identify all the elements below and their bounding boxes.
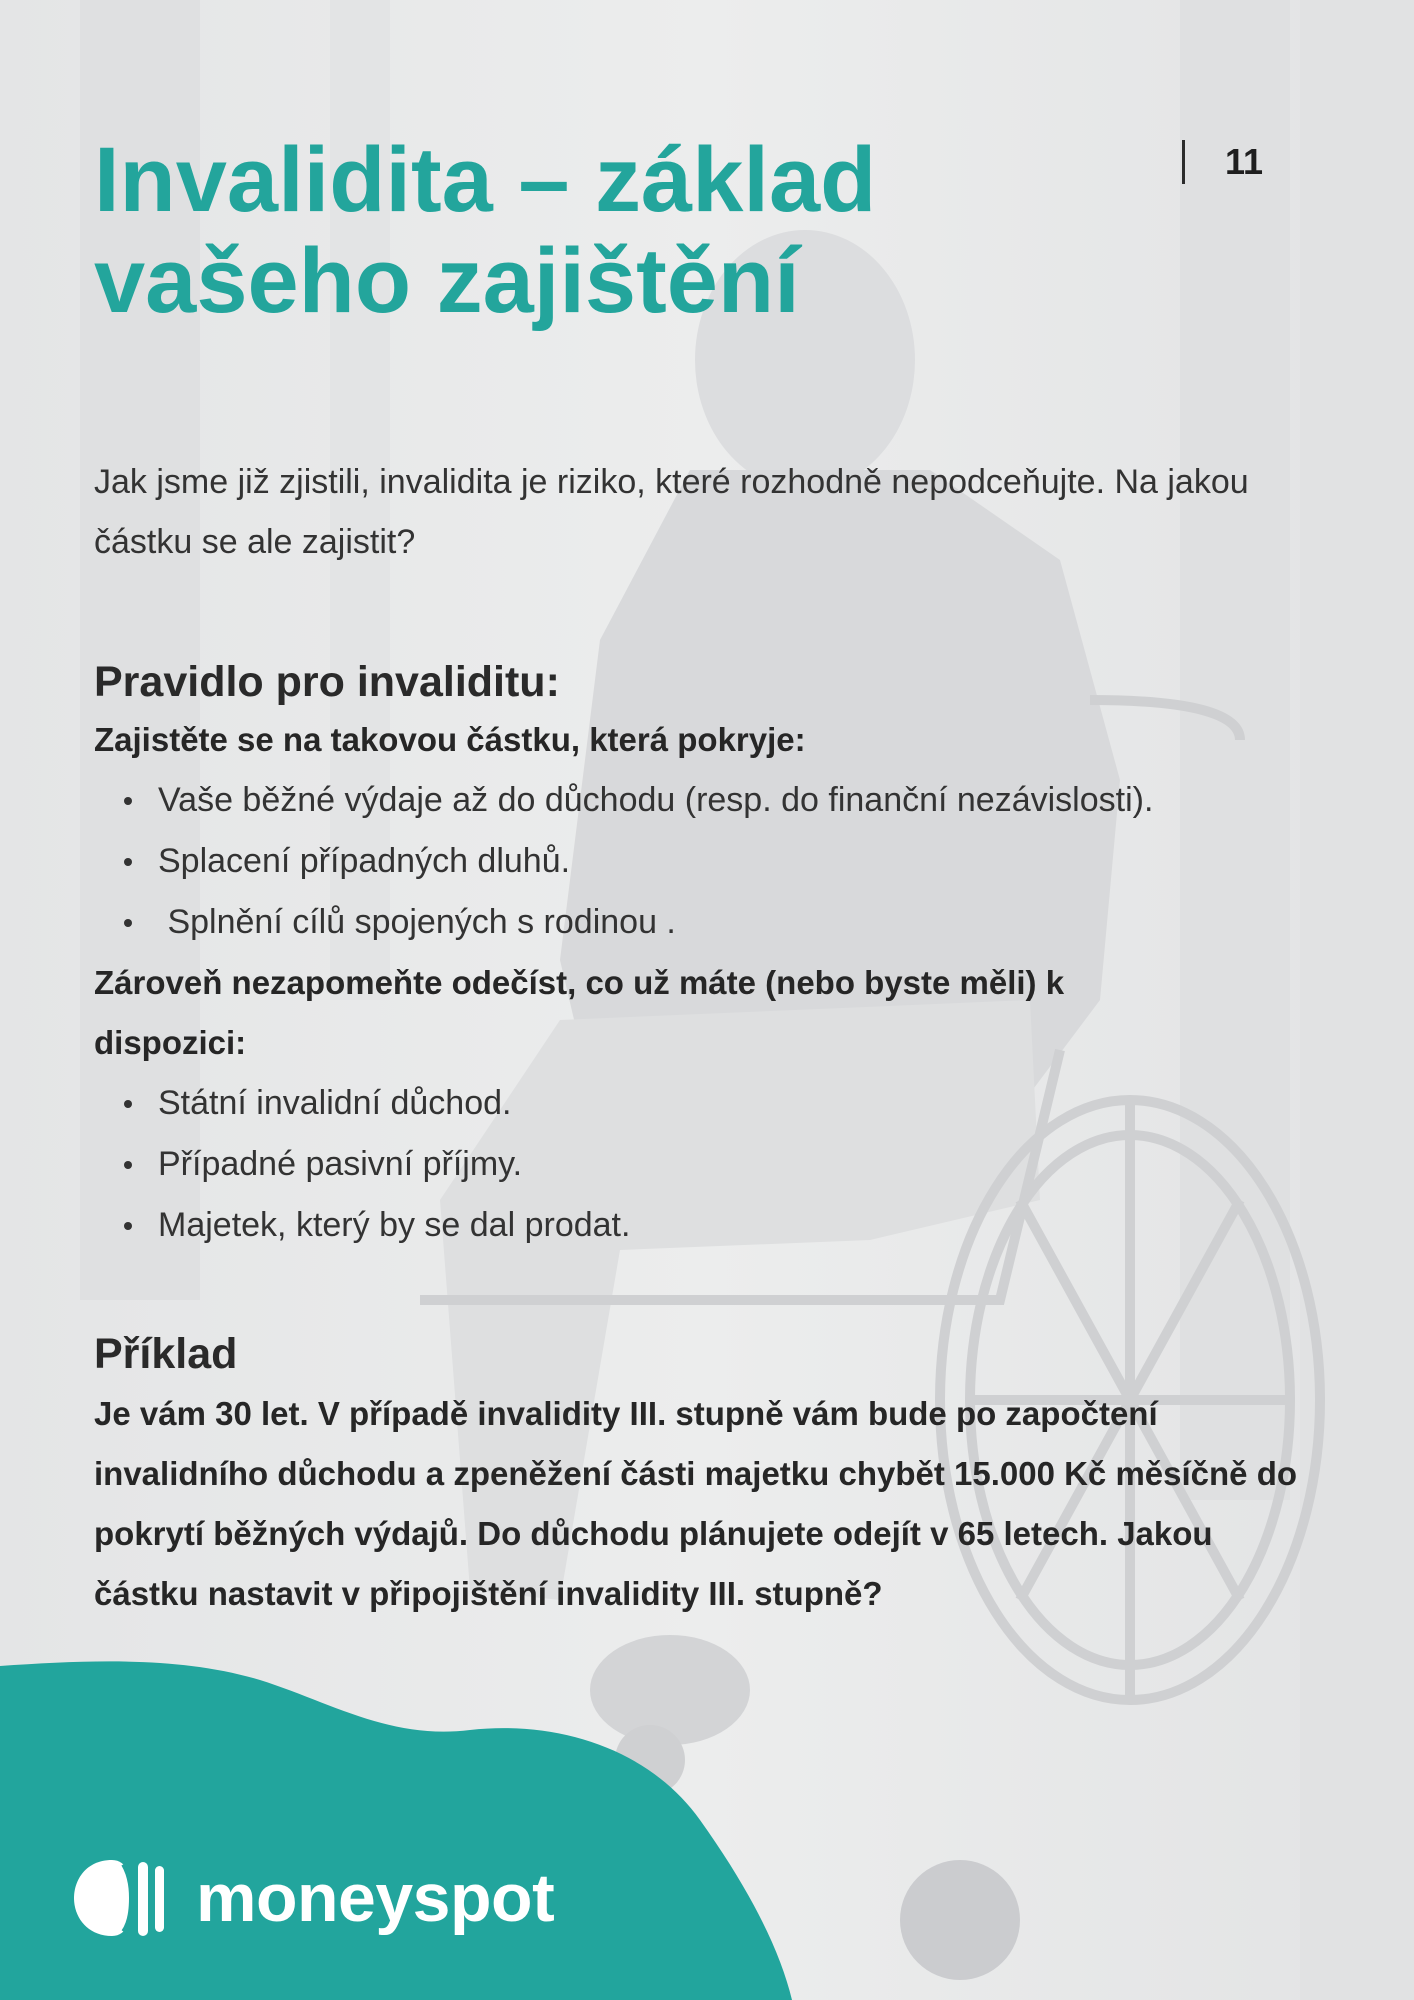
rule-heading: Pravidlo pro invaliditu:: [94, 658, 560, 706]
moneyspot-logo: [72, 1856, 554, 1940]
page-number: 11: [1225, 141, 1264, 182]
footer-wave: [0, 1660, 800, 2000]
logo-wordmark: moneyspot: [196, 1860, 555, 1936]
example-heading: Příklad: [94, 1330, 238, 1378]
moneyspot-logo-icon: [72, 1856, 168, 1940]
page-title: Invalidita – základ vašeho zajištění: [94, 129, 877, 333]
list-item-text: Majetek, který by se dal prodat.: [158, 1206, 631, 1244]
list-item: [124, 770, 1334, 831]
list-item-text: Splnění cílů spojených s rodinou .: [158, 903, 676, 941]
bullet-icon: [124, 797, 132, 805]
main-content: [94, 452, 1334, 1624]
list-item: [124, 1073, 1334, 1134]
page-number-divider: [1182, 140, 1185, 184]
bullet-icon: [124, 1222, 132, 1230]
example-text: Je vám 30 let. V případě invalidity III. stupně vám bude po započtení invalidního důchodu a zpeněžení části majetku chybět 15.000 Kč měsíčně do pokrytí běžných výdajů. Do důchodu plánujete odejít v 65 letech. Jakou částku nastavit v připojištění invalidity III. stupně?: [94, 1395, 1298, 1612]
bullet-icon: [124, 919, 132, 927]
list-item: [124, 892, 1334, 953]
list-item: [124, 1134, 1334, 1195]
intro-paragraph: Jak jsme již zjistili, invalidita je riziko, které rozhodně nepodceňujte. Na jakou částku se ale zajistit?: [94, 463, 1249, 561]
cover-list: [94, 770, 1334, 953]
bullet-icon: [124, 858, 132, 866]
list-item-text: Vaše běžné výdaje až do důchodu (resp. do finanční nezávislosti).: [158, 781, 1154, 819]
cover-lead: Zajistěte se na takovou částku, která pokryje:: [94, 721, 806, 758]
list-item: [124, 831, 1334, 892]
bullet-icon: [124, 1161, 132, 1169]
list-item-text: Státní invalidní důchod.: [158, 1084, 512, 1122]
page-number-block: [1182, 140, 1263, 184]
list-item-text: Splacení případných dluhů.: [158, 842, 571, 880]
list-item-text: Případné pasivní příjmy.: [158, 1145, 523, 1183]
subtract-lead: Zároveň nezapomeňte odečíst, co už máte (nebo byste měli) k dispozici:: [94, 964, 1065, 1061]
bullet-icon: [124, 1100, 132, 1108]
list-item: [124, 1195, 1334, 1256]
subtract-list: [94, 1073, 1334, 1256]
